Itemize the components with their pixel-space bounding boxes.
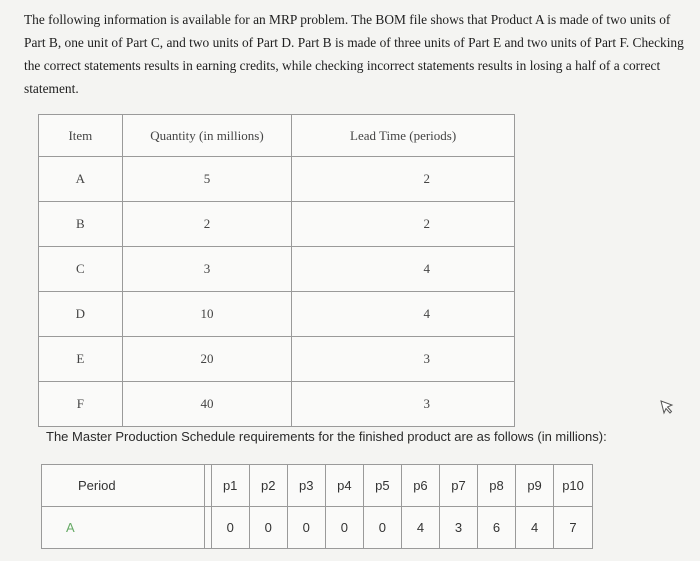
item-cell: A bbox=[39, 157, 123, 202]
period-cell: p3 bbox=[287, 465, 325, 507]
header-quantity: Quantity (in millions) bbox=[122, 115, 291, 157]
period-cell: p10 bbox=[554, 465, 593, 507]
mouse-cursor-icon bbox=[659, 399, 675, 415]
quantity-cell: 40 bbox=[122, 382, 291, 427]
period-label: Period bbox=[42, 465, 205, 507]
table-row bbox=[39, 157, 515, 202]
period-cell: p9 bbox=[516, 465, 554, 507]
mps-table bbox=[41, 464, 593, 549]
item-cell: B bbox=[39, 202, 123, 247]
value-cell: 3 bbox=[439, 507, 477, 549]
value-cell: 4 bbox=[401, 507, 439, 549]
table-row bbox=[39, 292, 515, 337]
value-cell: 4 bbox=[516, 507, 554, 549]
lead-time-cell: 3 bbox=[292, 337, 515, 382]
lead-time-cell: 2 bbox=[292, 157, 515, 202]
period-cell: p8 bbox=[478, 465, 516, 507]
header-lead-time: Lead Time (periods) bbox=[292, 115, 515, 157]
table-row bbox=[39, 382, 515, 427]
header-item: Item bbox=[39, 115, 123, 157]
value-cell: 0 bbox=[325, 507, 363, 549]
quantity-cell: 3 bbox=[122, 247, 291, 292]
lead-time-cell: 2 bbox=[292, 202, 515, 247]
quantity-cell: 5 bbox=[122, 157, 291, 202]
period-cell: p6 bbox=[401, 465, 439, 507]
quantity-cell: 20 bbox=[122, 337, 291, 382]
mps-heading: The Master Production Schedule requirements for the finished product are as follows (in millions): bbox=[46, 429, 607, 444]
item-cell: F bbox=[39, 382, 123, 427]
value-cell: 7 bbox=[554, 507, 593, 549]
lead-time-cell: 4 bbox=[292, 292, 515, 337]
item-cell: C bbox=[39, 247, 123, 292]
problem-statement: The following information is available for an MRP problem. The BOM file shows that Product A is made of two units of Part B, one unit of Part C, and two units of Part D. Part B is made of three units of Part E and two units of Part F. Checking the correct statements results in earning credits, while checking incorrect statements results in losing a half of a correct statement. bbox=[24, 12, 684, 96]
lead-time-cell: 4 bbox=[292, 247, 515, 292]
quantity-cell: 2 bbox=[122, 202, 291, 247]
item-cell: E bbox=[39, 337, 123, 382]
value-cell: 0 bbox=[211, 507, 249, 549]
quantity-cell: 10 bbox=[122, 292, 291, 337]
mps-value-row bbox=[42, 507, 593, 549]
bom-table bbox=[38, 114, 515, 427]
period-cell: p2 bbox=[249, 465, 287, 507]
period-cell: p1 bbox=[211, 465, 249, 507]
period-cell: p5 bbox=[363, 465, 401, 507]
item-cell: D bbox=[39, 292, 123, 337]
table-row bbox=[39, 337, 515, 382]
table-row bbox=[39, 247, 515, 292]
table-row bbox=[39, 202, 515, 247]
bom-header-row bbox=[39, 115, 515, 157]
product-label: A bbox=[42, 507, 205, 549]
period-cell: p4 bbox=[325, 465, 363, 507]
period-cell: p7 bbox=[439, 465, 477, 507]
mps-period-row bbox=[42, 465, 593, 507]
lead-time-cell: 3 bbox=[292, 382, 515, 427]
value-cell: 0 bbox=[287, 507, 325, 549]
value-cell: 6 bbox=[478, 507, 516, 549]
value-cell: 0 bbox=[363, 507, 401, 549]
value-cell: 0 bbox=[249, 507, 287, 549]
